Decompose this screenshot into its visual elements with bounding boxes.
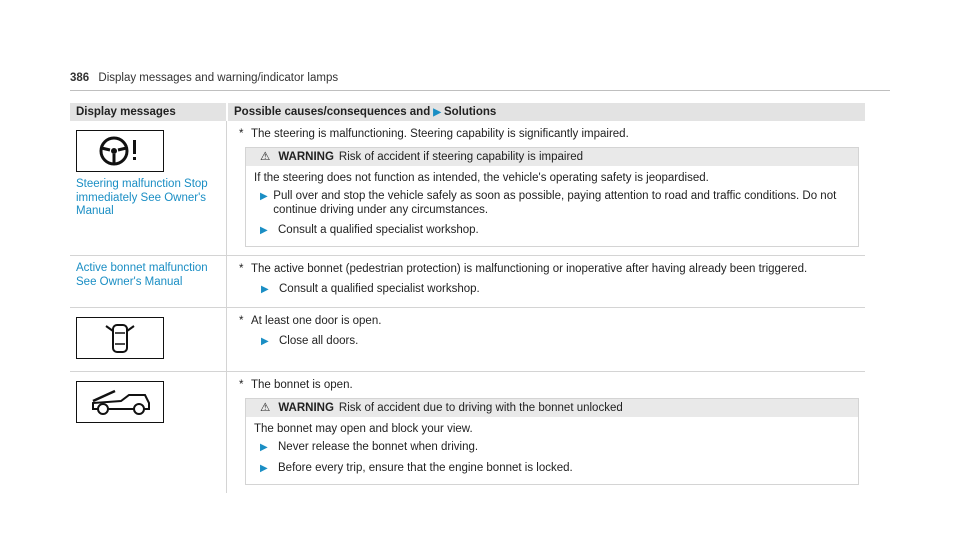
step-arrow-icon: ▶	[261, 284, 269, 295]
solution-step: ▶ Never release the bonnet when driving.	[260, 441, 479, 453]
message-active-bonnet-malfunction[interactable]: Active bonnet malfunction See Owner's Manual	[76, 262, 208, 288]
page-number: 386	[70, 72, 90, 84]
cause-text: * At least one door is open.	[239, 315, 382, 327]
cause-text: * The steering is malfunctioning. Steering capability is significantly impaired.	[239, 128, 629, 140]
solution-step: ▶ Pull over and stop the vehicle safely as soon as possible, paying attention to road and traffic conditions. Do not continue driving under any circumstances.	[260, 190, 837, 216]
car-bonnet-open-icon	[76, 381, 164, 423]
solutions-arrow-icon: ▶	[433, 107, 441, 118]
header-divider	[70, 90, 890, 91]
cause-text: * The active bonnet (pedestrian protection) is malfunctioning or inoperative after having already been triggered.	[239, 263, 808, 275]
solution-step: ▶ Consult a qualified specialist workshop.	[260, 224, 479, 236]
step-arrow-icon: ▶	[260, 225, 268, 236]
messages-table	[70, 103, 865, 493]
warning-box	[245, 398, 859, 485]
warning-label: WARNING	[278, 151, 334, 163]
col-header-solutions-text: Solutions	[443, 106, 497, 118]
warning-box	[245, 147, 859, 247]
page-title: Display messages and warning/indicator lamps	[98, 72, 339, 84]
warning-text: If the steering does not function as intended, the vehicle's operating safety is jeopardised.	[254, 172, 709, 184]
table-row	[70, 308, 865, 372]
warning-title: Risk of accident due to driving with the bonnet unlocked	[338, 402, 623, 414]
step-arrow-icon: ▶	[260, 191, 268, 202]
table-row	[70, 121, 865, 256]
message-steering-malfunction[interactable]: Steering malfunction Stop immediately See Owner's Manual	[76, 178, 208, 217]
car-door-open-icon	[76, 317, 164, 359]
step-arrow-icon: ▶	[260, 442, 268, 453]
warning-triangle-icon: ⚠	[260, 402, 271, 414]
page-header	[70, 72, 338, 84]
col-header-display-messages: Display messages	[76, 106, 176, 118]
warning-text: The bonnet may open and block your view.	[254, 423, 473, 435]
cause-text: * The bonnet is open.	[239, 379, 353, 391]
warning-triangle-icon: ⚠	[260, 151, 271, 163]
solution-step: ▶ Consult a qualified specialist workshop.	[261, 283, 480, 295]
table-row	[70, 256, 865, 308]
step-arrow-icon: ▶	[261, 336, 269, 347]
table-row	[70, 372, 865, 493]
col-header-causes-solutions	[226, 103, 865, 121]
col-header-causes-text: Possible causes/consequences and	[234, 106, 431, 118]
solution-step: ▶ Close all doors.	[261, 335, 359, 347]
warning-label: WARNING	[278, 402, 334, 414]
solution-step: ▶ Before every trip, ensure that the engine bonnet is locked.	[260, 462, 573, 474]
step-arrow-icon: ▶	[260, 463, 268, 474]
table-header	[70, 103, 865, 121]
steering-wheel-exclamation-icon	[76, 130, 164, 172]
warning-title: Risk of accident if steering capability is impaired	[338, 151, 584, 163]
